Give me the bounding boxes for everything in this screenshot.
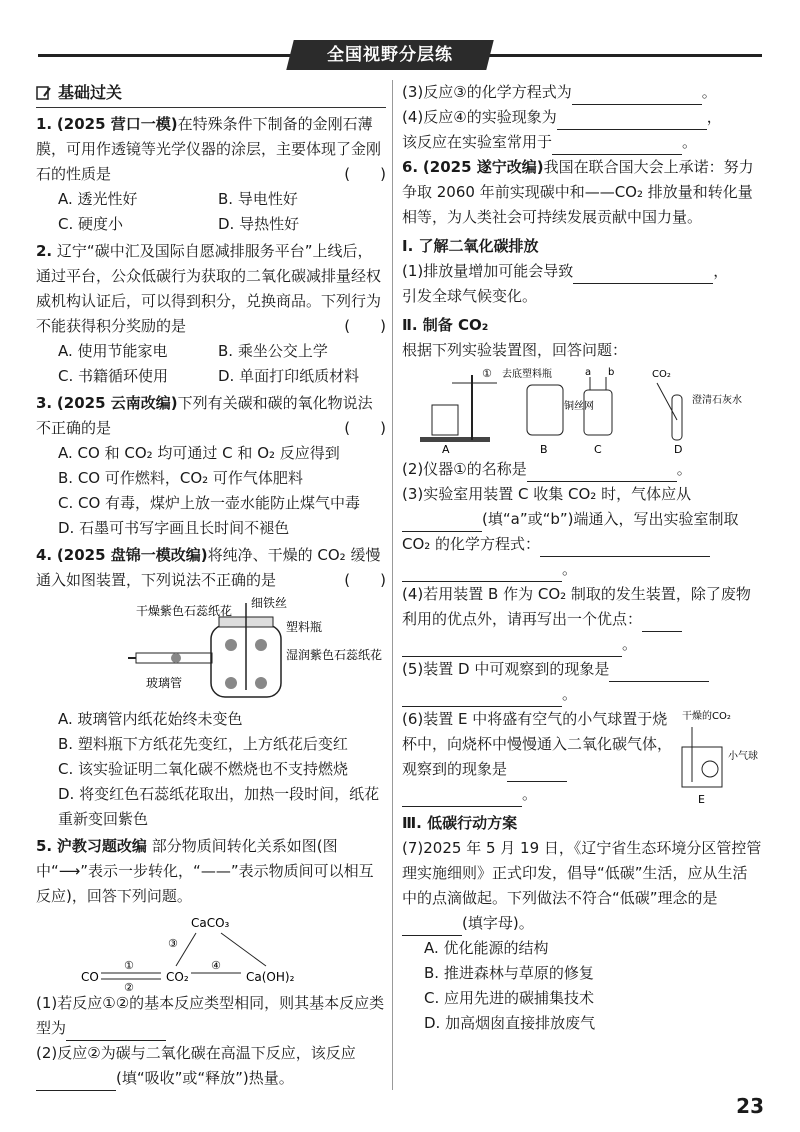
node-co2: CO₂ — [166, 970, 189, 984]
section-title: 基础过关 — [58, 83, 123, 102]
q6-blank-10[interactable] — [507, 763, 567, 782]
q6-opt-d: D. 加高烟囱直接排放废气 — [424, 1014, 596, 1032]
label-lime: 澄清石灰水 — [692, 395, 742, 406]
node-caco3: CaCO₃ — [191, 916, 230, 930]
q3-stem: 下列有关碳和碳的氧化物说法不正确的是 — [36, 394, 373, 437]
q4-paren: ( ) — [344, 571, 386, 589]
q6-apparatus-figure — [402, 365, 752, 455]
right-column: (3)反应③的化学方程式为 。 (4)反应④的实验现象为 ， 该反应在实验室常用于 。 6. (2025 遂宁改编)我国在联合国大会上承诺：努力争取 2060 年前实现碳中和——CO₂ 排放量和转化量相等，为人类社会可持续发展贡献中国力量。 Ⅰ. 了解二氧化碳排放 (1)排放量增加可能会导致 ， 引发全球气候变化。 Ⅱ. 制备 CO₂ 根据下列实验装置图，回答问题： A B C D ① 去底塑料瓶 铜丝网 a b CO₂ 澄清石灰水 (2)仪器①的名称是 。 (3)实验室用装置 C 收集 CO₂ 时，气体应从 (填“a”或“b”)端通入，写出实验室制取 CO₂ 的化学方程式： 。 (4)若用装置 B 作为 CO₂ 制取的发生装置，除了废物利用的优点外，请再写出一个优点： 。 (5)装置 D 中可观察到的现象是 。 (6)装置 E 中将盛有空气的小气球置于烧杯中，向烧杯中慢慢通入二氧化碳气体，观察到的现象是 。 干燥的CO₂ 小气球 E Ⅲ. 低碳行动方案 (7)2025 年 5 月 19 日，《辽宁省生态环境分区管控管理实施细则》正式印发，倡导“低碳”生活，应从生活中的点滴做起。下列做法不符合“低碳”理念的是(填字母)。 A. 优化能源的结构 B. 推进森林与草原的修复 C. 应用先进的碳捕集技术 D. 加高烟囱直接排放废气 — [402, 80, 762, 1038]
label-b: b — [608, 367, 615, 378]
q5-sub4b: 该反应在实验室常用于 — [402, 133, 553, 151]
q6-s7: (7)2025 年 5 月 19 日，《辽宁省生态环境分区管控管理实施细则》正式印发，倡导“低碳”生活，应从生活中的点滴做起。下列做法不符合“低碳”理念的是 — [402, 839, 762, 907]
tube-d — [672, 395, 682, 440]
q1-opt-c: C. 硬度小 — [58, 215, 124, 233]
q6-part2-intro: 根据下列实验装置图，回答问题： — [402, 341, 628, 359]
q5-blank-1[interactable] — [66, 1022, 166, 1041]
q3-opt-d: D. 石墨可书写字画且长时间不褪色 — [58, 519, 290, 537]
q6-blank-1[interactable] — [573, 265, 713, 284]
q6-figure-e — [672, 707, 758, 807]
q3-opt-b: B. CO 可作燃料，CO₂ 可作气体肥料 — [58, 469, 303, 487]
q1-opt-a: A. 透光性好 — [58, 190, 138, 208]
q6-part2: Ⅱ. 制备 CO₂ — [402, 316, 489, 334]
q3-opt-c: C. CO 有毒，煤炉上放一壶水能防止煤气中毒 — [58, 494, 361, 512]
vessel-b — [527, 385, 563, 435]
q6-blank-11[interactable] — [402, 788, 522, 807]
label-tube: 玻璃管 — [146, 676, 183, 690]
q6-source: (2025 遂宁改编) — [422, 158, 544, 176]
q2-opt-a: A. 使用节能家电 — [58, 342, 168, 360]
q6-blank-12[interactable] — [402, 917, 462, 936]
q4-apparatus-figure — [36, 595, 383, 705]
q2-stem: 辽宁“碳中汇及国际自愿减排服务平台”上线后，通过平台，公众低碳行为获取的二氧化碳减排量经权威机构认证后，可以得到积分，兑换商品。下列行为不能获得积分奖励的是 — [36, 242, 382, 335]
section-header — [36, 80, 386, 108]
q3-num: 3. — [36, 394, 53, 412]
q5-sub2b: (填“吸收”或“释放”)热量。 — [116, 1069, 294, 1087]
label-D: D — [674, 443, 683, 456]
bottle-c — [584, 390, 612, 435]
q6-stem: 我国在联合国大会上承诺：努力争取 2060 年前实现碳中和——CO₂ 排放量和转化量相等，为人类社会可持续发展贡献中国力量。 — [402, 158, 754, 226]
q5-sub4a: (4)反应④的实验现象为 — [402, 108, 557, 126]
question-6: 6. (2025 遂宁改编)我国在联合国大会上承诺：努力争取 2060 年前实现碳中和——CO₂ 排放量和转化量相等，为人类社会可持续发展贡献中国力量。 Ⅰ. 了解二氧化碳排放 (1)排放量增加可能会导致 ， 引发全球气候变化。 Ⅱ. 制备 CO₂ 根据下列实验装置图，回答问题： A B C D ① 去底塑料瓶 铜丝网 a b CO₂ 澄清石灰水 (2)仪器①的名称是 。 (3)实验室用装置 C 收集 CO₂ 时，气体应从 (填“a”或“b”)端通入，写出实验室制取 CO₂ 的化学方程式： 。 (4)若用装置 B 作为 CO₂ 制取的发生装置，除了废物利用的优点外，请再写出一个优点： 。 (5)装置 D 中可观察到的现象是 。 (6)装置 E 中将盛有空气的小气球置于烧杯中，向烧杯中慢慢通入二氧化碳气体，观察到的现象是 。 干燥的CO₂ 小气球 E Ⅲ. 低碳行动方案 (7)2025 年 5 月 19 日，《辽宁省生态环境分区管控管理实施细则》正式印发，倡导“低碳”生活，应从生活中的点滴做起。下列做法不符合“低碳”理念的是(填字母)。 A. 优化能源的结构 B. 推进森林与草原的修复 C. 应用先进的碳捕集技术 D. 加高烟囱直接排放废气 — [402, 155, 762, 1036]
question-1 — [36, 112, 386, 237]
q4-opt-c: C. 该实验证明二氧化碳不燃烧也不支持燃烧 — [58, 760, 349, 778]
q6-s5: (5)装置 D 中可观察到的现象是 — [402, 660, 610, 678]
label-dry: 干燥紫色石蕊纸花 — [136, 604, 233, 618]
q2-opt-d: D. 单面打印纸质材料 — [218, 367, 360, 385]
left-column — [36, 80, 386, 1093]
label-wire: 细铁丝 — [251, 596, 288, 610]
label-C: C — [594, 443, 602, 456]
banner — [286, 40, 493, 70]
label-A: A — [442, 443, 450, 456]
q6-s7b: (填字母)。 — [462, 914, 534, 932]
q1-num: 1. — [36, 115, 53, 133]
question-3 — [36, 391, 386, 541]
page-number: 23 — [736, 1094, 764, 1118]
q2-paren: ( ) — [344, 317, 386, 335]
q1-stem: 在特殊条件下制备的金刚石薄膜，可用作透镜等光学仪器的涂层，主要体现了金刚石的性质是 — [36, 115, 382, 183]
q5-sub1: (1)若反应①②的基本反应类型相同，则其基本反应类型为 — [36, 994, 385, 1037]
arrow-3 — [176, 933, 196, 966]
lower-flower-right — [255, 677, 267, 689]
q4-opt-b: B. 塑料瓶下方纸花先变红，上方纸花后变红 — [58, 735, 348, 753]
label-dry-co2: 干燥的CO₂ — [682, 711, 731, 722]
column-divider — [392, 80, 393, 1090]
q6-s6: (6)装置 E 中将盛有空气的小气球置于烧杯中，向烧杯中慢慢通入二氧化碳气体，观察到的现象是 — [402, 710, 673, 778]
label-r4: ④ — [211, 959, 221, 972]
label-B: B — [540, 443, 548, 456]
label-co2: CO₂ — [652, 369, 671, 380]
q3-paren: ( ) — [344, 419, 386, 437]
q5-sub3: (3)反应③的化学方程式为 — [402, 83, 572, 101]
q5-sub2a: (2)反应②为碳与二氧化碳在高温下反应，该反应 — [36, 1044, 356, 1062]
q2-opt-c: C. 书籍循环使用 — [58, 367, 169, 385]
delivery-d — [657, 383, 677, 420]
label-one: ① — [482, 367, 492, 380]
q6-blank-9[interactable] — [402, 688, 562, 707]
q5-source: 沪教习题改编 — [56, 837, 147, 855]
label-balloon: 小气球 — [728, 751, 758, 762]
pencil-icon — [36, 85, 52, 101]
upper-flower-left — [225, 639, 237, 651]
label-wet: 湿润紫色石蕊纸花 — [286, 648, 383, 662]
q6-s1a: (1)排放量增加可能会导致 — [402, 262, 574, 280]
q2-num: 2. — [36, 242, 53, 260]
q6-blank-8[interactable] — [609, 663, 709, 682]
q6-opt-a: A. 优化能源的结构 — [424, 939, 549, 957]
q1-opt-d: D. 导热性好 — [218, 215, 300, 233]
lower-flower-left — [225, 677, 237, 689]
question-4 — [36, 543, 386, 832]
node-co: CO — [81, 970, 99, 984]
q1-paren: ( ) — [344, 165, 386, 183]
q5-conversion-diagram — [36, 911, 376, 994]
q5-stem: 部分物质间转化关系如图(图中“⟶”表示一步转化，“——”表示物质间可以相互反应)，回答下列问题。 — [36, 837, 374, 905]
q3-source: (2025 云南改编) — [56, 394, 178, 412]
q2-opt-b: B. 乘坐公交上学 — [218, 342, 328, 360]
question-2 — [36, 239, 386, 389]
label-r1: ① — [124, 959, 134, 972]
q5-blank-5[interactable] — [552, 136, 682, 155]
q4-opt-d: D. 将变红色石蕊纸花取出，加热一段时间，纸花重新变回紫色 — [58, 785, 380, 828]
label-a: a — [585, 367, 592, 378]
q6-blank-3[interactable] — [402, 513, 482, 532]
upper-flower-right — [255, 639, 267, 651]
q6-s3b: (填“a”或“b”)端通入，写出实验室制取 CO₂ 的化学方程式： — [402, 510, 739, 553]
flask-a — [432, 405, 458, 435]
label-E: E — [698, 793, 705, 806]
balloon-e — [702, 761, 718, 777]
q4-opt-a: A. 玻璃管内纸花始终未变色 — [58, 710, 243, 728]
q6-blank-6[interactable] — [642, 613, 682, 632]
q6-blank-5[interactable] — [402, 563, 562, 582]
q6-part1: Ⅰ. 了解二氧化碳排放 — [402, 237, 539, 255]
label-bottle: 塑料瓶 — [286, 620, 323, 634]
q4-stem: 将纯净、干燥的 CO₂ 缓慢通入如图装置，下列说法不正确的是 — [36, 546, 381, 589]
q4-source: (2025 盘锦一模改编) — [56, 546, 208, 564]
q5-blank-4[interactable] — [557, 111, 707, 130]
banner-title: 全国视野分层练 — [327, 45, 453, 65]
label-bottle: 去底塑料瓶 — [502, 369, 552, 380]
q6-opt-b: B. 推进森林与草原的修复 — [424, 964, 594, 982]
q3-opt-a: A. CO 和 CO₂ 均可通过 C 和 O₂ 反应得到 — [58, 444, 340, 462]
q6-blank-2[interactable] — [527, 463, 677, 482]
q5-blank-2[interactable] — [36, 1072, 116, 1091]
q1-opt-b: B. 导电性好 — [218, 190, 298, 208]
q1-source: (2025 营口一模) — [56, 115, 178, 133]
stand-base — [420, 437, 490, 442]
arrow-caoh2-caco3 — [221, 933, 266, 966]
q6-num: 6. — [402, 158, 419, 176]
q6-s3a: (3)实验室用装置 C 收集 CO₂ 时，气体应从 — [402, 485, 692, 503]
q6-opt-c: C. 应用先进的碳捕集技术 — [424, 989, 595, 1007]
q5-num: 5. — [36, 837, 53, 855]
q4-num: 4. — [36, 546, 53, 564]
q5-blank-3[interactable] — [572, 86, 702, 105]
q6-s4a: (4)若用装置 B 作为 CO₂ 制取的发生装置，除了废物利用的优点外，请再写出一个优点： — [402, 585, 751, 628]
q6-s2: (2)仪器①的名称是 — [402, 460, 527, 478]
q6-blank-7[interactable] — [402, 638, 622, 657]
question-5 — [36, 834, 386, 1091]
label-r3: ③ — [168, 937, 178, 950]
q6-part3: Ⅲ. 低碳行动方案 — [402, 814, 518, 832]
q6-blank-4[interactable] — [540, 538, 710, 557]
tube-flower — [171, 653, 181, 663]
q6-s1b: 引发全球气候变化。 — [402, 287, 538, 305]
node-caoh2: Ca(OH)₂ — [246, 970, 295, 984]
label-r2: ② — [124, 981, 134, 994]
label-mesh: 铜丝网 — [564, 401, 594, 412]
